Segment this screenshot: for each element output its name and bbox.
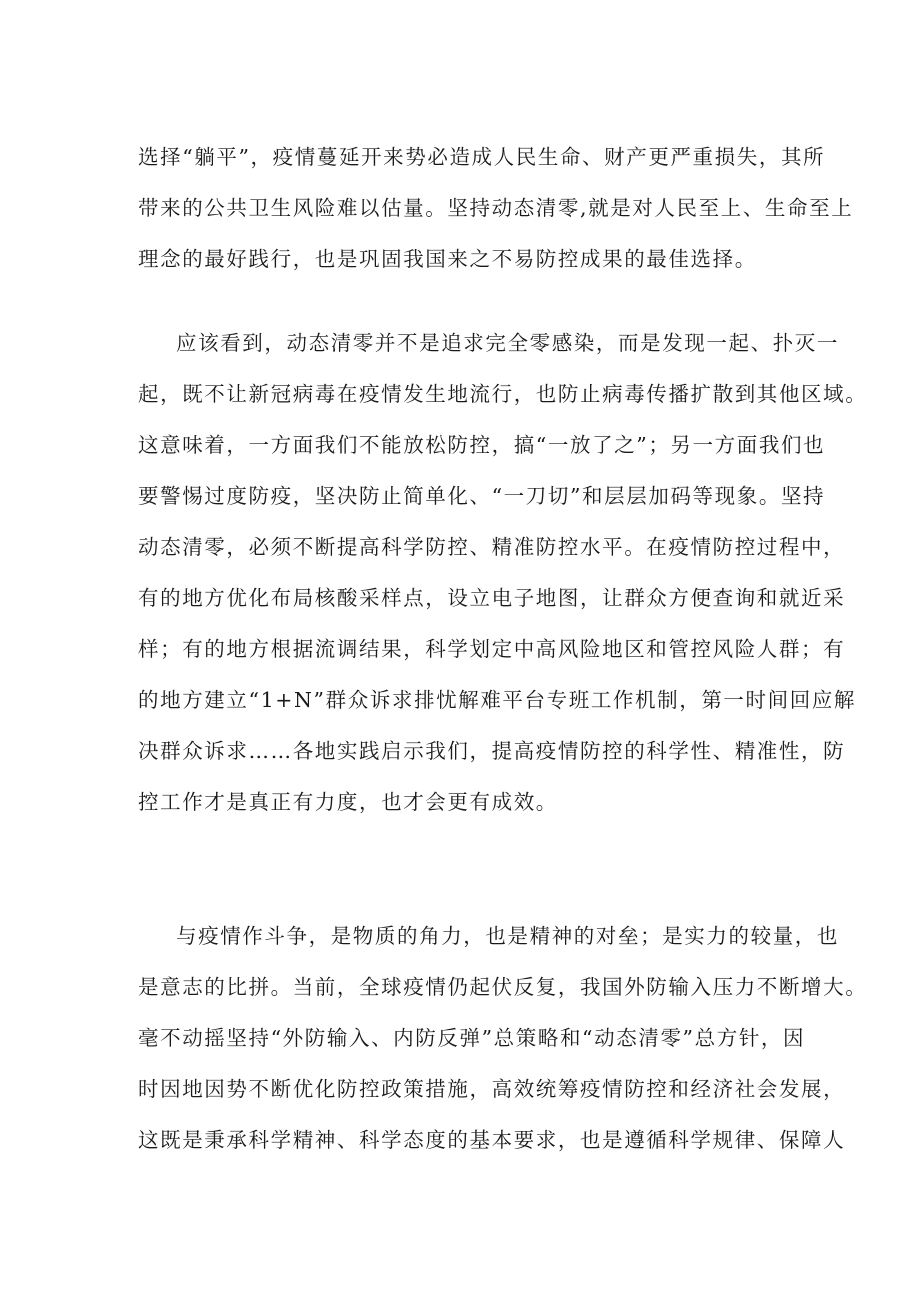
text-line: 是意志的比拼。当前，全球疫情仍起伏反复，我国外防输入压力不断增大。 bbox=[138, 975, 868, 999]
text-line: 毫不动摇坚持“外防输入、内防反弹”总策略和“动态清零”总方针，因 bbox=[138, 1026, 806, 1050]
text-line: 决群众诉求……各地实践启示我们，提高疫情防控的科学性、精准性，防 bbox=[138, 739, 846, 763]
text-line: 要警惕过度防疫，坚决防止简单化、“一刀切”和层层加码等现象。坚持 bbox=[138, 484, 826, 508]
text-line: 这既是秉承科学精神、科学态度的基本要求，也是遵循科学规律、保障人 bbox=[138, 1128, 846, 1152]
text-line: 这意味着，一方面我们不能放松防控，搞“一放了之”；另一方面我们也 bbox=[138, 433, 826, 457]
text-line: 选择“躺平”，疫情蔓延开来势必造成人民生命、财产更严重损失，其所 bbox=[138, 145, 826, 169]
text-line: 带来的公共卫生风险难以估量。坚持动态清零,就是对人民至上、生命至上 bbox=[138, 196, 854, 220]
text-line: 样；有的地方根据流调结果，科学划定中高风险地区和管控风险人群；有 bbox=[138, 637, 846, 661]
text-line: 与疫情作斗争，是物质的角力，也是精神的对垒；是实力的较量，也 bbox=[176, 924, 839, 948]
text-line: 理念的最好践行，也是巩固我国来之不易防控成果的最佳选择。 bbox=[138, 247, 757, 271]
text-line: 起，既不让新冠病毒在疫情发生地流行，也防止病毒传播扩散到其他区域。 bbox=[138, 382, 868, 406]
text-line: 有的地方优化布局核酸采样点，设立电子地图，让群众方便查询和就近采 bbox=[138, 586, 846, 610]
text-line: 控工作才是真正有力度，也才会更有成效。 bbox=[138, 790, 558, 814]
text-line: 时因地因势不断优化防控政策措施，高效统筹疫情防控和经济社会发展， bbox=[138, 1077, 846, 1101]
text-line: 的地方建立“1+N”群众诉求排忧解难平台专班工作机制，第一时间回应解 bbox=[138, 688, 857, 712]
text-line: 动态清零，必须不断提高科学防控、精准防控水平。在疫情防控过程中， bbox=[138, 535, 846, 559]
text-line: 应该看到，动态清零并不是追求完全零感染，而是发现一起、扑灭一 bbox=[176, 331, 839, 355]
